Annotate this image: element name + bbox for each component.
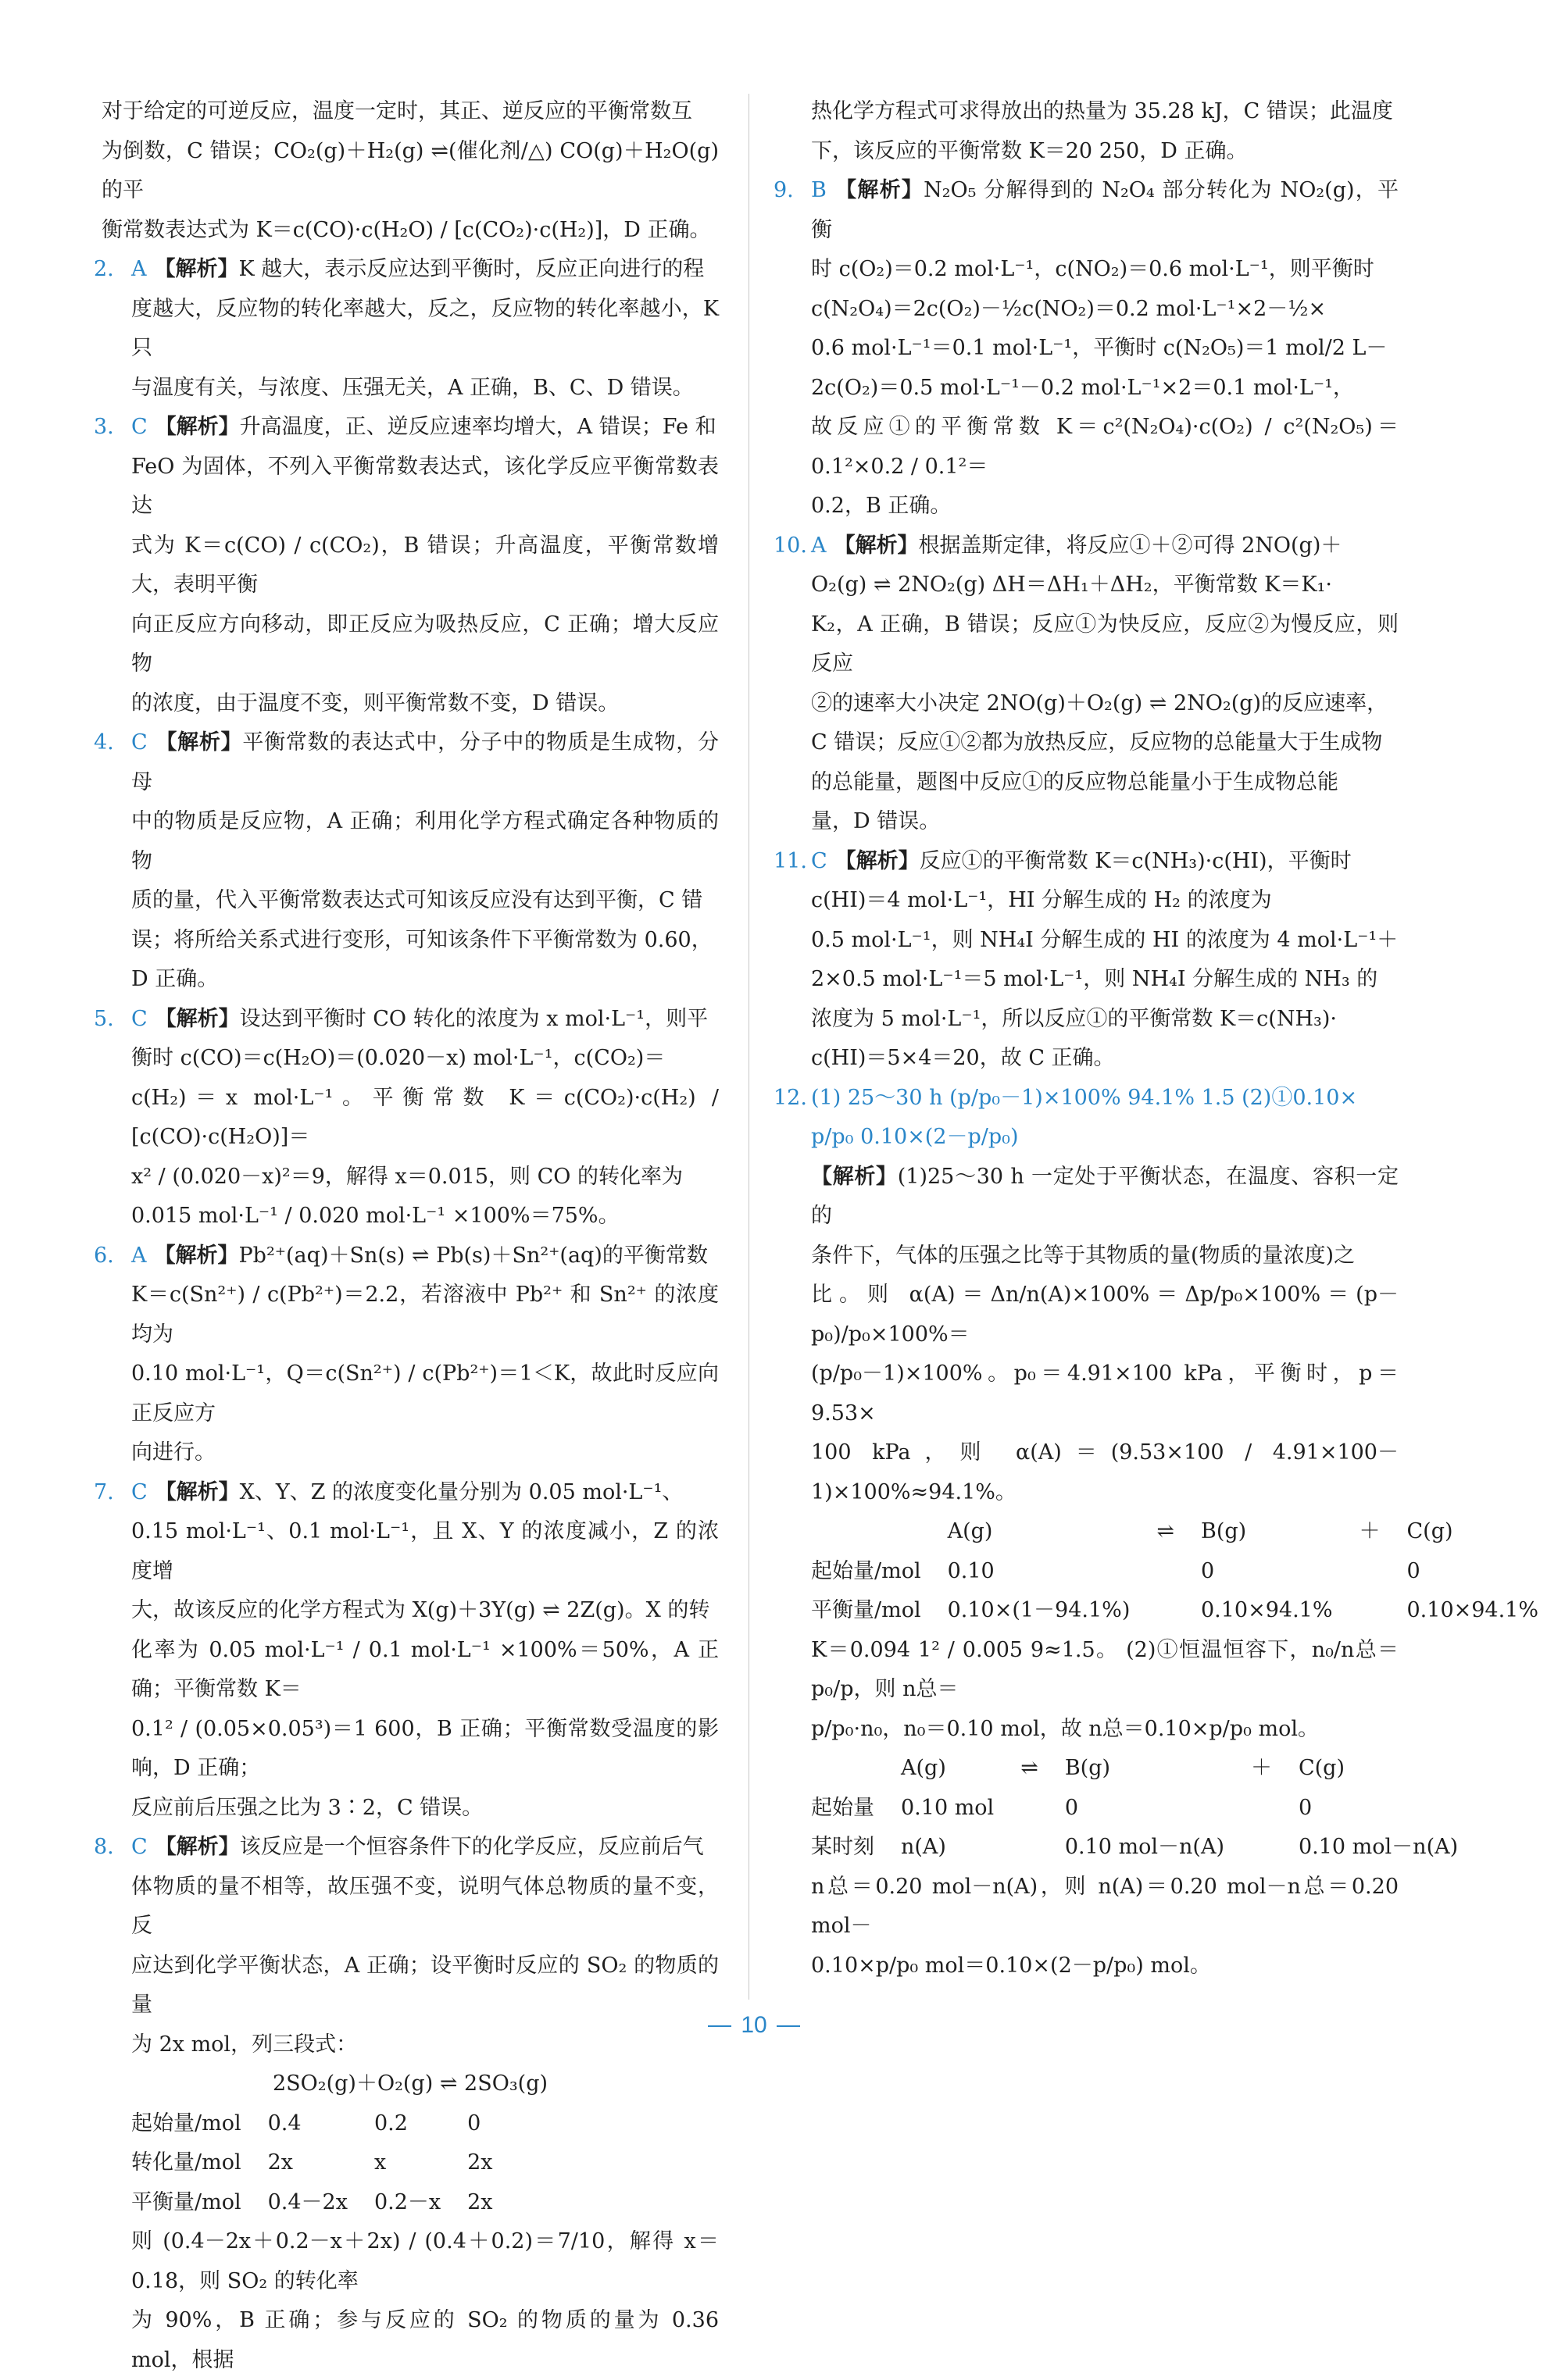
question-number: 2. <box>94 250 114 290</box>
analysis-text: 反应①的平衡常数 K＝c(NH₃)·c(HI)，平衡时 <box>920 849 1352 873</box>
table-cell: 0.10 mol－n(A) <box>1065 1828 1251 1868</box>
analysis-text: 根据盖斯定律，将反应①＋②可得 2NO(g)＋ <box>919 533 1342 558</box>
table-cell: 0 <box>467 2104 519 2144</box>
answer-choice: C <box>811 849 827 873</box>
analysis-text: 0.10 mol·L⁻¹，Q＝c(Sn²⁺) / c(Pb²⁺)＝1＜K，故此时反应向正反应方 <box>102 1354 719 1433</box>
table-cell <box>1156 1591 1201 1631</box>
footer-dash-left <box>708 2025 731 2027</box>
table-cell: ⇌ <box>1020 1749 1065 1789</box>
analysis-text: c(H₂)＝x mol·L⁻¹。平衡常数 K＝c(CO₂)·c(H₂) / [c(CO)·c(H₂O)]＝ <box>102 1079 719 1158</box>
analysis-text: 向正反应方向移动，即正反应为吸热反应，C 正确；增大反应物 <box>102 605 719 684</box>
table-cell: C(g) <box>1407 1512 1565 1552</box>
answer-text: p/p₀ 0.10×(2－p/p₀) <box>781 1118 1399 1158</box>
table-cell: 起始量/mol <box>811 1552 948 1592</box>
table-cell: ＋ <box>1360 1512 1407 1552</box>
answer-choice: C <box>131 1480 148 1504</box>
question-number: 7. <box>94 1473 114 1513</box>
analysis-tag: 【解析】 <box>835 849 920 873</box>
answer-item-10 <box>781 526 1399 842</box>
analysis-text: 误；将所给关系式进行变形，可知该条件下平衡常数为 0.60， <box>102 921 719 961</box>
analysis-text: 为 2x mol，列三段式： <box>102 2025 719 2065</box>
table-cell <box>1360 1552 1407 1592</box>
table-row <box>811 1828 1485 1868</box>
analysis-text: x² / (0.020－x)²＝9，解得 x＝0.015，则 CO 的转化率为 <box>102 1158 719 1197</box>
question-number: 4. <box>94 723 114 763</box>
answer-item-8 <box>102 1828 719 2380</box>
analysis-text: K＝c(Sn²⁺) / c(Pb²⁺)＝2.2，若溶液中 Pb²⁺ 和 Sn²⁺ 的浓度均为 <box>102 1276 719 1354</box>
analysis-text: N₂O₅ 分解得到的 N₂O₄ 部分转化为 NO₂(g)，平衡 <box>811 178 1399 242</box>
answer-text: (1) 25～30 h (p/p₀－1)×100% 94.1% 1.5 (2)①0.10× <box>811 1086 1357 1110</box>
table-cell: A(g) <box>901 1749 1020 1789</box>
table-cell: 0.2 <box>374 2104 467 2144</box>
table-row <box>131 2143 520 2183</box>
table-cell: 0.4 <box>268 2104 374 2144</box>
analysis-text: 比。则 α(A)＝Δn/n(A)×100%＝Δp/p₀×100%＝(p－p₀)/p₀×100%＝ <box>781 1276 1399 1354</box>
footer-dash-right <box>777 2025 800 2027</box>
analysis-text: 0.6 mol·L⁻¹＝0.1 mol·L⁻¹，平衡时 c(N₂O₅)＝1 mol/2 L－ <box>781 329 1399 369</box>
analysis-text: 条件下，气体的压强之比等于其物质的量(物质的量浓度)之 <box>781 1236 1399 1276</box>
answer-item-9 <box>781 171 1399 526</box>
table-row <box>131 2104 520 2144</box>
intro-line: 对于给定的可逆反应，温度一定时，其正、逆反应的平衡常数互 <box>102 92 719 132</box>
analysis-text: 应达到化学平衡状态，A 正确；设平衡时反应的 SO₂ 的物质的量 <box>102 1946 719 2025</box>
table-cell <box>1020 1789 1065 1829</box>
analysis-text: 时 c(O₂)＝0.2 mol·L⁻¹，c(NO₂)＝0.6 mol·L⁻¹，则平衡时 <box>781 250 1399 290</box>
table-cell: 2x <box>268 2143 374 2183</box>
question-number: 12. <box>774 1079 807 1119</box>
answer-choice: A <box>811 533 827 558</box>
analysis-text: O₂(g) ⇌ 2NO₂(g) ΔH＝ΔH₁＋ΔH₂，平衡常数 K＝K₁· <box>781 566 1399 605</box>
analysis-text: 0.5 mol·L⁻¹，则 NH₄I 分解生成的 HI 的浓度为 4 mol·L⁻¹＋ <box>781 921 1399 961</box>
table-cell <box>1251 1828 1299 1868</box>
table-cell: 某时刻 <box>811 1828 901 1868</box>
analysis-text: c(N₂O₄)＝2c(O₂)－½c(NO₂)＝0.2 mol·L⁻¹×2－½× <box>781 290 1399 330</box>
answer-choice: A <box>131 257 147 281</box>
analysis-tag: 【解析】 <box>155 730 243 755</box>
analysis-text: 量，D 错误。 <box>781 802 1399 842</box>
answer-item-5 <box>102 1000 719 1236</box>
analysis-tag: 【解析】 <box>811 1165 898 1189</box>
right-column <box>781 92 1399 1986</box>
analysis-text: K₂，A 正确，B 错误；反应①为快反应，反应②为慢反应，则反应 <box>781 605 1399 684</box>
analysis-tag: 【解析】 <box>155 1480 240 1504</box>
analysis-text: 2×0.5 mol·L⁻¹＝5 mol·L⁻¹，则 NH₄I 分解生成的 NH₃ 的 <box>781 960 1399 1000</box>
analysis-text: 式为 K＝c(CO) / c(CO₂)，B 错误；升高温度，平衡常数增大，表明平衡 <box>102 526 719 605</box>
question-number: 11. <box>774 842 807 882</box>
table-cell: ＋ <box>1251 1749 1299 1789</box>
analysis-text: 化率为 0.05 mol·L⁻¹ / 0.1 mol·L⁻¹ ×100%＝50%，A 正确；平衡常数 K＝ <box>102 1631 719 1710</box>
table-cell: 0 <box>1065 1789 1251 1829</box>
analysis-text: 升高温度，正、逆反应速率均增大，A 错误；Fe 和 <box>240 415 716 439</box>
analysis-text: 平衡常数的表达式中，分子中的物质是生成物，分母 <box>131 730 719 794</box>
table-row <box>131 2183 520 2223</box>
analysis-text: ②的速率大小决定 2NO(g)＋O₂(g) ⇌ 2NO₂(g)的反应速率， <box>781 684 1399 724</box>
table-cell: C(g) <box>1299 1749 1485 1789</box>
analysis-text: 2c(O₂)＝0.5 mol·L⁻¹－0.2 mol·L⁻¹×2＝0.1 mol·L⁻¹， <box>781 369 1399 409</box>
analysis-text: 度越大，反应物的转化率越大，反之，反应物的转化率越小，K 只 <box>102 290 719 369</box>
analysis-text: 100 kPa，则 α(A)＝(9.53×100 / 4.91×100－1)×100%≈94.1%。 <box>781 1433 1399 1512</box>
analysis-text: 设达到平衡时 CO 转化的浓度为 x mol·L⁻¹，则平 <box>240 1007 708 1031</box>
three-stage-table-2 <box>811 1749 1485 1868</box>
analysis-text: 中的物质是反应物，A 正确；利用化学方程式确定各种物质的物 <box>102 802 719 881</box>
table-cell: B(g) <box>1201 1512 1360 1552</box>
table-cell: 转化量/mol <box>131 2143 268 2183</box>
answer-choice: A <box>131 1244 147 1268</box>
analysis-text: 衡时 c(CO)＝c(H₂O)＝(0.020－x) mol·L⁻¹，c(CO₂)＝ <box>102 1039 719 1079</box>
analysis-text: 大，故该反应的化学方程式为 X(g)＋3Y(g) ⇌ 2Z(g)。X 的转 <box>102 1591 719 1631</box>
table-cell: 0.2－x <box>374 2183 467 2223</box>
analysis-text: c(HI)＝4 mol·L⁻¹，HI 分解生成的 H₂ 的浓度为 <box>781 881 1399 921</box>
table-cell: 0 <box>1407 1552 1565 1592</box>
analysis-text: 故反应①的平衡常数 K＝c²(N₂O₄)·c(O₂) / c²(N₂O₅)＝0.1²×0.2 / 0.1²＝ <box>781 408 1399 487</box>
table-cell: 0.4－2x <box>268 2183 374 2223</box>
table-cell <box>1020 1828 1065 1868</box>
answer-item-6 <box>102 1236 719 1473</box>
table-cell: 0.10 <box>948 1552 1157 1592</box>
table-cell <box>811 1749 901 1789</box>
page-footer <box>0 2012 1508 2039</box>
table-row <box>811 1789 1485 1829</box>
answer-item-11 <box>781 842 1399 1079</box>
table-cell: 2x <box>467 2143 519 2183</box>
table-cell <box>1251 1789 1299 1829</box>
analysis-text: 体物质的量不相等，故压强不变，说明气体总物质的量不变，反 <box>102 1868 719 1946</box>
analysis-text: 的浓度，由于温度不变，则平衡常数不变，D 错误。 <box>102 684 719 724</box>
answer-item-7 <box>102 1473 719 1829</box>
table-cell <box>811 1512 948 1552</box>
intro-line: 衡常数表达式为 K＝c(CO)·c(H₂O) / [c(CO₂)·c(H₂)]，D 正确。 <box>102 211 719 251</box>
three-stage-table-1 <box>811 1512 1565 1631</box>
answer-item-12 <box>781 1079 1399 1986</box>
table-cell: ⇌ <box>1156 1512 1201 1552</box>
table-row <box>811 1552 1565 1592</box>
table-cell <box>1156 1552 1201 1592</box>
answer-item-4 <box>102 723 719 1000</box>
continued-text: 热化学方程式可求得放出的热量为 35.28 kJ，C 错误；此温度 <box>781 92 1399 132</box>
analysis-text: 的总能量，题图中反应①的反应物总能量小于生成物总能 <box>781 763 1399 803</box>
analysis-text: 0.10×p/p₀ mol＝0.10×(2－p/p₀) mol。 <box>781 1946 1399 1986</box>
answer-item-2 <box>102 250 719 408</box>
table-cell: n(A) <box>901 1828 1020 1868</box>
question-number: 8. <box>94 1828 114 1868</box>
analysis-text: 反应前后压强之比为 3∶2，C 错误。 <box>102 1789 719 1829</box>
analysis-text: Pb²⁺(aq)＋Sn(s) ⇌ Pb(s)＋Sn²⁺(aq)的平衡常数 <box>239 1244 708 1268</box>
three-stage-table <box>131 2104 520 2223</box>
analysis-text: n总＝0.20 mol－n(A)，则 n(A)＝0.20 mol－n总＝0.20 mol－ <box>781 1868 1399 1946</box>
continued-text: 下，该反应的平衡常数 K＝20 250，D 正确。 <box>781 132 1399 172</box>
analysis-text: C 错误；反应①②都为放热反应，反应物的总能量大于生成物 <box>781 723 1399 763</box>
question-number: 10. <box>774 526 807 566</box>
table-cell: B(g) <box>1065 1749 1251 1789</box>
analysis-text: c(HI)＝5×4＝20，故 C 正确。 <box>781 1039 1399 1079</box>
table-cell: 0.10×94.1% <box>1201 1591 1360 1631</box>
analysis-text: 0.1² / (0.05×0.05³)＝1 600，B 正确；平衡常数受温度的影响，D 正确； <box>102 1710 719 1789</box>
analysis-tag: 【解析】 <box>155 1007 240 1031</box>
table-cell: A(g) <box>948 1512 1157 1552</box>
analysis-tag: 【解析】 <box>155 1244 239 1268</box>
analysis-text: (p/p₀－1)×100%。p₀＝4.91×100 kPa，平衡时，p＝9.53× <box>781 1354 1399 1433</box>
answer-item-3 <box>102 408 719 723</box>
analysis-text: 为 90%，B 正确；参与反应的 SO₂ 的物质的量为 0.36 mol，根据 <box>102 2301 719 2380</box>
analysis-text: (1)25～30 h 一定处于平衡状态，在温度、容积一定的 <box>811 1165 1399 1229</box>
table-cell: 0.10 mol－n(A) <box>1299 1828 1485 1868</box>
table-cell: x <box>374 2143 467 2183</box>
table-cell: 0.10×94.1% <box>1407 1591 1565 1631</box>
table-header-row <box>811 1512 1565 1552</box>
analysis-text: 浓度为 5 mol·L⁻¹，所以反应①的平衡常数 K＝c(NH₃)· <box>781 1000 1399 1040</box>
table-cell: 0.10 mol <box>901 1789 1020 1829</box>
answer-choice: C <box>131 415 148 439</box>
answer-choice: B <box>811 178 827 202</box>
analysis-tag: 【解析】 <box>155 1835 240 1859</box>
question-number: 6. <box>94 1236 114 1276</box>
question-number: 3. <box>94 408 114 448</box>
answer-choice: C <box>131 1835 148 1859</box>
analysis-text: 质的量，代入平衡常数表达式可知该反应没有达到平衡，C 错 <box>102 881 719 921</box>
analysis-text: K＝0.094 1² / 0.005 9≈1.5。 (2)①恒温恒容下，n₀/n总＝p₀/p，则 n总＝ <box>781 1631 1399 1710</box>
table-cell: 平衡量/mol <box>131 2183 268 2223</box>
table-cell: 0.10×(1－94.1%) <box>948 1591 1157 1631</box>
analysis-tag: 【解析】 <box>834 178 924 202</box>
table-cell: 平衡量/mol <box>811 1591 948 1631</box>
analysis-text: 则 (0.4－2x＋0.2－x＋2x) / (0.4＋0.2)＝7/10，解得 x＝0.18，则 SO₂ 的转化率 <box>102 2222 719 2301</box>
table-cell: 起始量 <box>811 1789 901 1829</box>
analysis-tag: 【解析】 <box>155 415 240 439</box>
analysis-text: 0.2，B 正确。 <box>781 487 1399 526</box>
analysis-text: p/p₀·n₀，n₀＝0.10 mol，故 n总＝0.10×p/p₀ mol。 <box>781 1710 1399 1750</box>
table-cell: 2x <box>467 2183 519 2223</box>
analysis-text: K 越大，表示反应达到平衡时，反应正向进行的程 <box>239 257 705 281</box>
answer-choice: C <box>131 730 148 755</box>
analysis-text: 向进行。 <box>102 1433 719 1473</box>
table-cell <box>1360 1591 1407 1631</box>
analysis-text: X、Y、Z 的浓度变化量分别为 0.05 mol·L⁻¹、 <box>240 1480 684 1504</box>
analysis-tag: 【解析】 <box>155 257 239 281</box>
answer-choice: C <box>131 1007 148 1031</box>
analysis-text: 该反应是一个恒容条件下的化学反应，反应前后气 <box>240 1835 704 1859</box>
analysis-text: 0.015 mol·L⁻¹ / 0.020 mol·L⁻¹ ×100%＝75%。 <box>102 1197 719 1236</box>
table-cell: 0 <box>1299 1789 1485 1829</box>
table-row <box>811 1591 1565 1631</box>
table-cell: 起始量/mol <box>131 2104 268 2144</box>
analysis-text: 与温度有关，与浓度、压强无关，A 正确，B、C、D 错误。 <box>102 369 719 409</box>
analysis-text: 0.15 mol·L⁻¹、0.1 mol·L⁻¹，且 X、Y 的浓度减小，Z 的浓度增 <box>102 1512 719 1591</box>
table-cell: 0 <box>1201 1552 1360 1592</box>
question-number: 5. <box>94 1000 114 1040</box>
question-number: 9. <box>774 171 794 211</box>
analysis-text: FeO 为固体，不列入平衡常数表达式，该化学反应平衡常数表达 <box>102 448 719 526</box>
page-number: 10 <box>741 2012 766 2039</box>
intro-line: 为倒数，C 错误；CO₂(g)＋H₂(g) ⇌(催化剂/△) CO(g)＋H₂O(g)的平 <box>102 132 719 211</box>
table-header-row <box>811 1749 1485 1789</box>
three-stage-equation: 2SO₂(g)＋O₂(g) ⇌ 2SO₃(g) <box>102 2064 719 2104</box>
analysis-tag: 【解析】 <box>834 533 919 558</box>
analysis-text: D 正确。 <box>102 960 719 1000</box>
